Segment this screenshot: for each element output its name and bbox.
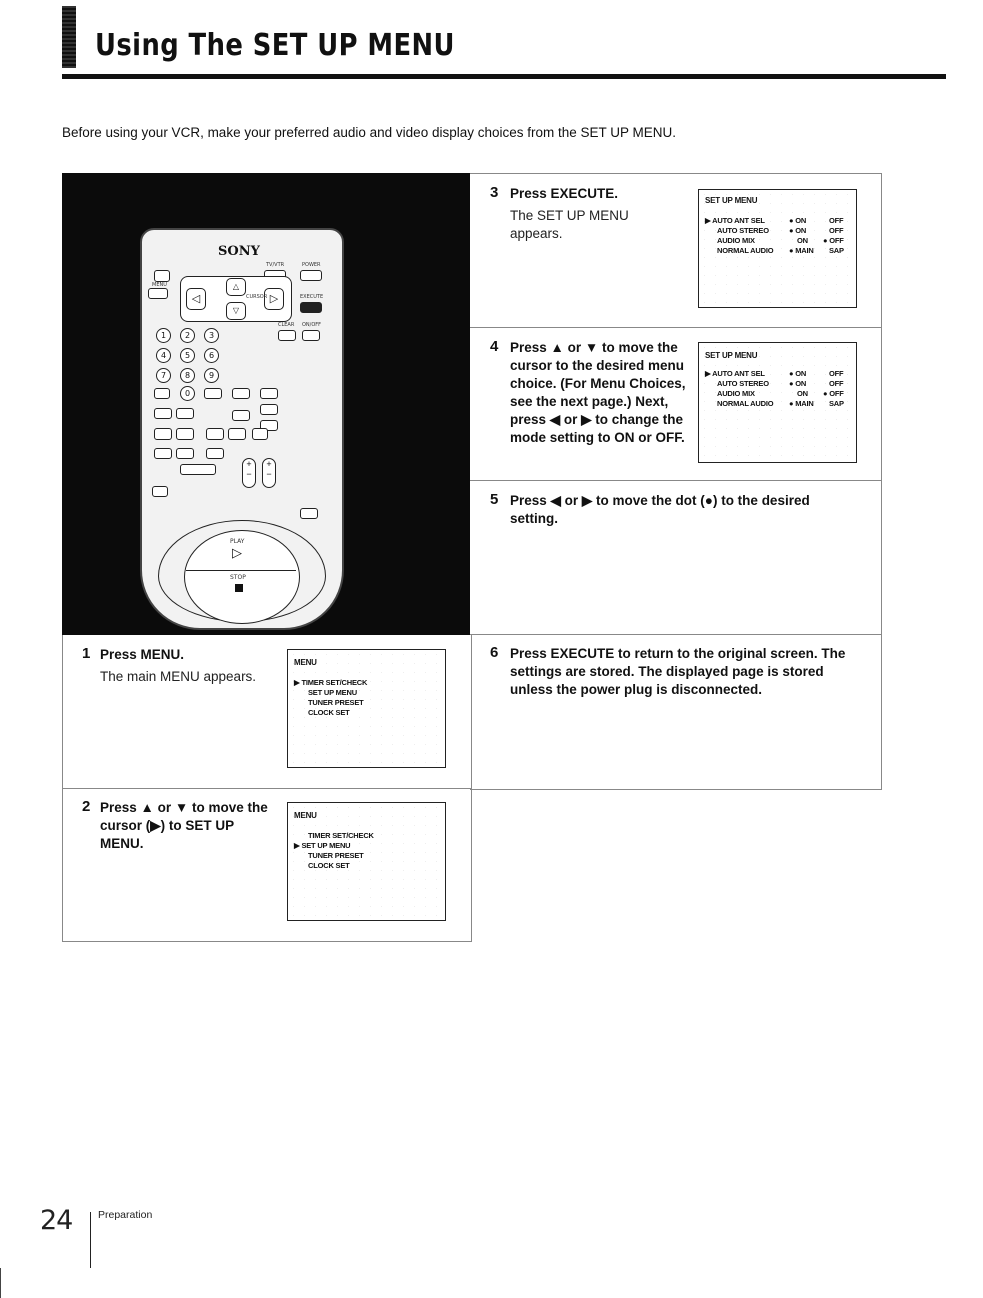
counter-reset-button[interactable] [260,404,278,415]
section-label: Preparation [98,1209,153,1221]
step-3-number: 3 [490,184,499,201]
setup-row-option-b: ● OFF [823,389,844,398]
screen-title: MENU [294,658,317,667]
digit-5-button[interactable]: 5 [180,348,195,363]
slow-plus-button[interactable] [176,408,194,419]
on-off-button[interactable] [302,330,320,341]
setup-row-option-a: ● MAIN [789,399,814,408]
step-6-heading: Press EXECUTE to return to the original screen. The settings are stored. The displayed page is stored unless the power plug is disconnected. [510,646,846,697]
index-down-button[interactable] [206,428,224,440]
digit-9-button[interactable]: 9 [204,368,219,383]
page-edge-mark [0,1268,1,1298]
setup-row-name: NORMAL AUDIO [717,246,774,255]
setup-row-option-b: OFF [829,369,844,378]
setup-row-option-b: OFF [829,379,844,388]
clear-label: CLEAR [278,322,295,328]
divider-3-4 [470,327,881,328]
skip-button[interactable] [152,486,168,497]
cursor-right-button[interactable]: ▷ [264,288,284,310]
channel-plus-button[interactable]: + − [242,458,256,488]
step-1-heading: Press MENU. [100,647,185,662]
tracking-minus-button[interactable] [232,410,250,421]
cursor-label: CURSOR [246,294,268,300]
cursor-down-button[interactable]: ▽ [226,302,246,320]
page-number: 24 [40,1205,73,1236]
setup-row-option-b: SAP [829,399,844,408]
execute-label: EXECUTE [300,294,324,300]
menu-item-timer: ▶ TIMER SET/CHECK [294,678,368,687]
step-1-text: The main MENU appears. [100,669,257,684]
main-menu-screen-1 [287,649,446,768]
setup-row-option-a: ● MAIN [789,246,814,255]
setup-row-name: AUTO STEREO [717,379,769,388]
auto-tracking-button[interactable] [252,428,268,440]
setup-row-option-b: ● OFF [823,236,844,245]
cursor-up-button[interactable]: △ [226,278,246,296]
step-4-heading: Press ▲ or ▼ to move the cursor to the desired menu choice. (For Menu Choices, see the next page.) Next, press ◀ or ▶ to change the mode setting to ON or OFF. [510,340,686,445]
digit-7-button[interactable]: 7 [156,368,171,383]
title-marker-bar [62,6,76,68]
divider-1-2 [62,788,471,789]
quick-timer-button[interactable] [232,388,250,399]
step-5-heading: Press ◀ or ▶ to move the dot (●) to the desired setting. [510,493,810,526]
menu-item-clock: CLOCK SET [308,708,350,717]
digit-4-button[interactable]: 4 [156,348,171,363]
menu-item-tuner: TUNER PRESET [308,698,364,707]
rec-button[interactable] [180,464,216,475]
volume-button[interactable]: + − [262,458,276,488]
setup-row-name: ▶ AUTO ANT SEL [705,216,765,225]
digit-6-button[interactable]: 6 [204,348,219,363]
input-select-button[interactable] [154,388,170,399]
screen-title: SET UP MENU [705,196,758,205]
execute-button[interactable] [300,302,322,313]
stop-label: STOP [230,574,246,581]
setup-row-option-a: ON [797,236,808,245]
title-rule [62,74,946,79]
step-2-number: 2 [82,798,91,815]
footer-rule [90,1212,91,1268]
setup-row-name: NORMAL AUDIO [717,399,774,408]
remote-control-illustration [140,228,344,630]
menu-item-tuner: TUNER PRESET [308,851,364,860]
setup-row-option-b: OFF [829,216,844,225]
digit-8-button[interactable]: 8 [180,368,195,383]
slow-minus-button[interactable] [154,408,172,419]
on-off-label: ON/OFF [302,322,322,328]
intro-text: Before using your VCR, make your preferred audio and video display choices from the SET UP MENU. [62,125,677,140]
divider-5-6 [470,634,881,635]
menu-item-timer: TIMER SET/CHECK [308,831,374,840]
menu-item-setup: SET UP MENU [308,688,357,697]
setup-row-name: AUDIO MIX [717,236,755,245]
search-minus-button[interactable] [154,448,172,459]
page-title: Using The SET UP MENU [95,28,455,63]
search-plus-button[interactable] [176,448,194,459]
power-button[interactable] [300,270,322,281]
play-stop-divider [186,570,296,571]
play-label: PLAY [230,538,245,545]
digit-0-button[interactable]: 0 [180,386,195,401]
pause-button[interactable] [300,508,318,519]
menu-label: MENU [152,282,167,288]
digit-3-button[interactable]: 3 [204,328,219,343]
setup-row-option-a: ● ON [789,226,807,235]
step-3-text: The SET UP MENU appears. [510,208,629,241]
power-label: POWER [302,262,321,268]
stop-icon[interactable] [235,584,243,592]
menu-item-clock: CLOCK SET [308,861,350,870]
step-2-heading: Press ▲ or ▼ to move the cursor (▶) to SET UP MENU. [100,800,268,851]
frame-forward-button[interactable] [176,428,194,440]
menu-item-setup: ▶ SET UP MENU [294,841,351,850]
divider-4-5 [470,480,881,481]
setup-menu-screen-4 [698,342,857,463]
index-up-button[interactable] [228,428,246,440]
cursor-left-button[interactable]: ◁ [186,288,206,310]
step-6-number: 6 [490,644,499,661]
setup-row-option-a: ● ON [789,369,807,378]
step-1-number: 1 [82,645,91,662]
frame-back-button[interactable] [154,428,172,440]
tv-vtr-label: TV/VTR [266,262,285,268]
ch-button[interactable] [154,270,170,282]
digit-1-button[interactable]: 1 [156,328,171,343]
main-menu-screen-2 [287,802,446,921]
menu-button[interactable] [148,288,168,299]
digit-2-button[interactable]: 2 [180,328,195,343]
screen-title: SET UP MENU [705,351,758,360]
step-3-heading: Press EXECUTE. [510,186,619,201]
step-4-number: 4 [490,338,499,355]
setup-row-option-a: ● ON [789,379,807,388]
setup-row-option-b: SAP [829,246,844,255]
enter-button[interactable] [204,388,222,399]
setup-menu-screen-3 [698,189,857,308]
tape-speed-button[interactable] [260,388,278,399]
setup-row-name: AUDIO MIX [717,389,755,398]
setup-row-option-a: ON [797,389,808,398]
screen-title: MENU [294,811,317,820]
setup-row-name: AUTO STEREO [717,226,769,235]
step-5-number: 5 [490,491,499,508]
remote-brand: SONY [218,244,260,259]
display-button[interactable] [206,448,224,459]
setup-row-option-b: OFF [829,226,844,235]
setup-row-name: ▶ AUTO ANT SEL [705,369,765,378]
clear-button[interactable] [278,330,296,341]
play-icon[interactable]: ▷ [232,545,242,560]
setup-row-option-a: ● ON [789,216,807,225]
